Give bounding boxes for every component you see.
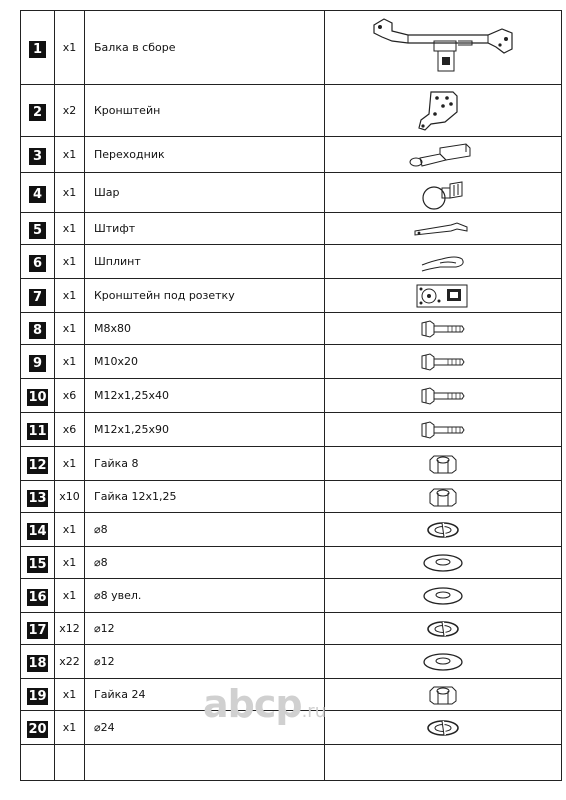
- item-number-cell: [21, 137, 55, 173]
- table-row: [21, 213, 562, 245]
- quantity-cell: x2: [55, 85, 85, 137]
- quantity-cell: x1: [55, 245, 85, 279]
- item-number: 19: [28, 688, 47, 704]
- table-row: [21, 85, 562, 137]
- item-number: 18: [28, 655, 47, 671]
- part-image-cell: [325, 213, 562, 245]
- item-number: 13: [28, 490, 47, 506]
- cotter-pin-icon: [325, 251, 561, 273]
- hex-nut-icon: [325, 683, 561, 707]
- part-name-cell: Переходник: [85, 137, 325, 173]
- item-number: 5: [29, 222, 46, 239]
- bolt-icon: [325, 419, 561, 441]
- part-image-cell: [325, 85, 562, 137]
- item-number-cell: [21, 313, 55, 345]
- item-number-cell: [21, 379, 55, 413]
- item-number: 1: [29, 41, 46, 58]
- part-image-cell: [325, 547, 562, 579]
- item-number-cell: [21, 579, 55, 613]
- quantity-cell: x1: [55, 213, 85, 245]
- item-number-cell: [21, 85, 55, 137]
- part-image-cell: [325, 379, 562, 413]
- quantity-cell: x6: [55, 413, 85, 447]
- item-number: 8: [29, 322, 46, 339]
- table-row: [21, 579, 562, 613]
- quantity-cell: x1: [55, 279, 85, 313]
- pin-icon: [325, 219, 561, 239]
- part-name-cell: ⌀12: [85, 613, 325, 645]
- item-number: 17: [28, 622, 47, 638]
- item-number: 11: [28, 423, 47, 439]
- item-number-cell: [21, 173, 55, 213]
- item-number-cell: [21, 745, 55, 781]
- quantity-cell: x1: [55, 313, 85, 345]
- part-name-cell: Штифт: [85, 213, 325, 245]
- table-row: [21, 279, 562, 313]
- table-row: [21, 11, 562, 85]
- hex-nut-icon: [325, 452, 561, 476]
- part-name-cell: ⌀8: [85, 547, 325, 579]
- table-row: [21, 447, 562, 481]
- table-row: [21, 613, 562, 645]
- item-number: 15: [28, 556, 47, 572]
- item-number-cell: [21, 413, 55, 447]
- part-name-cell: M12x1,25x40: [85, 379, 325, 413]
- item-number: 10: [28, 389, 47, 405]
- part-image-cell: [325, 245, 562, 279]
- table-row: [21, 379, 562, 413]
- quantity-cell: x1: [55, 173, 85, 213]
- item-number: 9: [29, 355, 46, 372]
- item-number: 6: [29, 255, 46, 272]
- bolt-icon: [325, 385, 561, 407]
- part-name-cell: Гайка 24: [85, 679, 325, 711]
- quantity-cell: x1: [55, 513, 85, 547]
- quantity-cell: x1: [55, 579, 85, 613]
- item-number: 3: [29, 148, 46, 165]
- item-number-cell: [21, 11, 55, 85]
- item-number-cell: [21, 547, 55, 579]
- bolt-icon: [325, 351, 561, 373]
- quantity-cell: x1: [55, 137, 85, 173]
- table-row: [21, 513, 562, 547]
- quantity-cell: [55, 745, 85, 781]
- item-number-cell: [21, 345, 55, 379]
- part-image-cell: [325, 711, 562, 745]
- flat-washer-icon: [325, 651, 561, 673]
- item-number: 20: [28, 721, 47, 737]
- table-row: [21, 645, 562, 679]
- part-image-cell: [325, 745, 562, 781]
- part-image-cell: [325, 645, 562, 679]
- part-image-cell: [325, 613, 562, 645]
- spring-washer-icon: [325, 718, 561, 738]
- quantity-cell: x1: [55, 345, 85, 379]
- table-row: [21, 245, 562, 279]
- part-name-cell: Кронштейн: [85, 85, 325, 137]
- table-row: [21, 345, 562, 379]
- part-name-cell: ⌀8 увел.: [85, 579, 325, 613]
- part-name-cell: Балка в сборе: [85, 11, 325, 85]
- quantity-cell: x1: [55, 711, 85, 745]
- part-name-cell: [85, 745, 325, 781]
- item-number-cell: [21, 679, 55, 711]
- part-image-cell: [325, 279, 562, 313]
- part-name-cell: Гайка 8: [85, 447, 325, 481]
- table-row: [21, 313, 562, 345]
- part-image-cell: [325, 11, 562, 85]
- abcp-watermark: abcp.ru: [203, 682, 327, 726]
- item-number-cell: [21, 513, 55, 547]
- item-number: 7: [29, 289, 46, 306]
- tow-ball-icon: [325, 174, 561, 212]
- quantity-cell: x6: [55, 379, 85, 413]
- hex-nut-icon: [325, 485, 561, 509]
- spring-washer-icon: [325, 520, 561, 540]
- table-row: [21, 137, 562, 173]
- item-number-cell: [21, 613, 55, 645]
- quantity-cell: x1: [55, 447, 85, 481]
- item-number: 12: [28, 457, 47, 473]
- item-number-cell: [21, 481, 55, 513]
- part-name-cell: M12x1,25x90: [85, 413, 325, 447]
- tow-beam-assembly-icon: [325, 15, 561, 81]
- quantity-cell: x1: [55, 547, 85, 579]
- table-row: [21, 745, 562, 781]
- flat-washer-icon: [325, 585, 561, 607]
- part-name-cell: ⌀8: [85, 513, 325, 547]
- parts-table: [20, 10, 562, 781]
- quantity-cell: x22: [55, 645, 85, 679]
- item-number: 4: [29, 186, 46, 203]
- spring-washer-icon: [325, 619, 561, 639]
- part-name-cell: M10x20: [85, 345, 325, 379]
- table-row: [21, 481, 562, 513]
- part-image-cell: [325, 313, 562, 345]
- part-name-cell: Гайка 12x1,25: [85, 481, 325, 513]
- item-number: 2: [29, 104, 46, 121]
- bracket-icon: [325, 88, 561, 134]
- part-image-cell: [325, 447, 562, 481]
- part-image-cell: [325, 679, 562, 711]
- part-name-cell: ⌀12: [85, 645, 325, 679]
- item-number-cell: [21, 711, 55, 745]
- table-row: [21, 413, 562, 447]
- part-image-cell: [325, 579, 562, 613]
- part-name-cell: Кронштейн под розетку: [85, 279, 325, 313]
- part-image-cell: [325, 413, 562, 447]
- part-image-cell: [325, 481, 562, 513]
- item-number-cell: [21, 213, 55, 245]
- table-row: [21, 547, 562, 579]
- socket-bracket-icon: [325, 281, 561, 311]
- part-image-cell: [325, 173, 562, 213]
- part-image-cell: [325, 513, 562, 547]
- part-name-cell: M8x80: [85, 313, 325, 345]
- item-number-cell: [21, 645, 55, 679]
- quantity-cell: x12: [55, 613, 85, 645]
- item-number: 16: [28, 589, 47, 605]
- item-number-cell: [21, 279, 55, 313]
- adapter-icon: [325, 140, 561, 170]
- part-name-cell: Шплинт: [85, 245, 325, 279]
- item-number: 14: [28, 523, 47, 539]
- quantity-cell: x10: [55, 481, 85, 513]
- bolt-icon: [325, 318, 561, 340]
- table-row: [21, 173, 562, 213]
- quantity-cell: x1: [55, 679, 85, 711]
- part-image-cell: [325, 345, 562, 379]
- part-name-cell: ⌀24: [85, 711, 325, 745]
- flat-washer-icon: [325, 552, 561, 574]
- item-number-cell: [21, 447, 55, 481]
- part-name-cell: Шар: [85, 173, 325, 213]
- item-number-cell: [21, 245, 55, 279]
- part-image-cell: [325, 137, 562, 173]
- quantity-cell: x1: [55, 11, 85, 85]
